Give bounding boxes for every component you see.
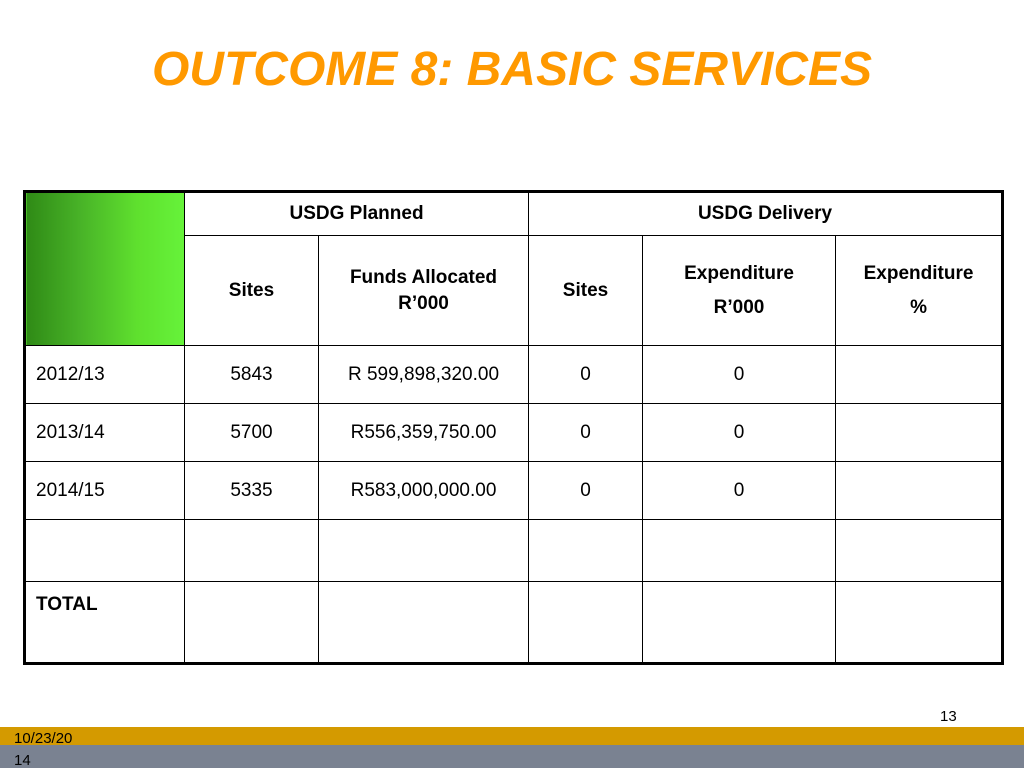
funds-cell [319, 520, 529, 582]
total-expenditure-cell [643, 582, 836, 664]
table-row [25, 520, 1003, 582]
usdg-planned-header: USDG Planned [185, 192, 529, 236]
footer-date [14, 728, 72, 772]
page-number: 13 [940, 708, 957, 725]
funds-cell: R556,359,750.00 [319, 404, 529, 462]
planned-sites-cell [185, 520, 319, 582]
planned-sites-header: Sites [185, 236, 319, 346]
table-row [25, 404, 1003, 462]
funds-cell: R583,000,000.00 [319, 462, 529, 520]
expenditure-pct-cell [836, 404, 1003, 462]
footer-date-line1: 10/23/20 [14, 730, 73, 747]
total-label: TOTAL [25, 582, 185, 664]
expenditure-cell: 0 [643, 462, 836, 520]
planned-sites-cell: 5843 [185, 346, 319, 404]
total-funds-cell [319, 582, 529, 664]
total-delivery-sites-cell [529, 582, 643, 664]
funds-allocated-header-line1: Funds Allocated [349, 266, 498, 288]
expenditure-r000-header-line2: R’000 [713, 296, 765, 318]
corner-green-cell [25, 192, 185, 346]
delivery-sites-cell: 0 [529, 404, 643, 462]
footer-gold-band [0, 727, 1024, 745]
footer-date-line2: 14 [14, 752, 31, 769]
group-header-row [25, 192, 1003, 236]
year-cell: 2014/15 [25, 462, 185, 520]
funds-allocated-header-line2: R’000 [398, 292, 449, 314]
expenditure-pct-header-line2: % [910, 296, 927, 318]
expenditure-cell: 0 [643, 346, 836, 404]
planned-sites-cell: 5335 [185, 462, 319, 520]
delivery-sites-header: Sites [529, 236, 643, 346]
delivery-sites-cell [529, 520, 643, 582]
year-cell: 2013/14 [25, 404, 185, 462]
delivery-sites-cell: 0 [529, 346, 643, 404]
expenditure-r000-header-line1: Expenditure [684, 262, 794, 284]
expenditure-pct-header [836, 236, 1003, 346]
expenditure-pct-header-line1: Expenditure [863, 262, 974, 284]
table-row [25, 462, 1003, 520]
year-cell: 2012/13 [25, 346, 185, 404]
total-row [25, 582, 1003, 664]
funds-cell: R 599,898,320.00 [319, 346, 529, 404]
total-planned-sites-cell [185, 582, 319, 664]
expenditure-pct-cell [836, 462, 1003, 520]
table-row [25, 346, 1003, 404]
expenditure-pct-cell [836, 520, 1003, 582]
funds-allocated-header [319, 236, 529, 346]
expenditure-pct-cell [836, 346, 1003, 404]
expenditure-cell: 0 [643, 404, 836, 462]
planned-sites-cell: 5700 [185, 404, 319, 462]
delivery-sites-cell: 0 [529, 462, 643, 520]
expenditure-r000-header [643, 236, 836, 346]
slide-title: OUTCOME 8: BASIC SERVICES [151, 43, 873, 96]
total-expenditure-pct-cell [836, 582, 1003, 664]
usdg-table [23, 190, 1004, 665]
footer-grey-band [0, 745, 1024, 768]
year-cell [25, 520, 185, 582]
expenditure-cell [643, 520, 836, 582]
usdg-delivery-header: USDG Delivery [529, 192, 1003, 236]
